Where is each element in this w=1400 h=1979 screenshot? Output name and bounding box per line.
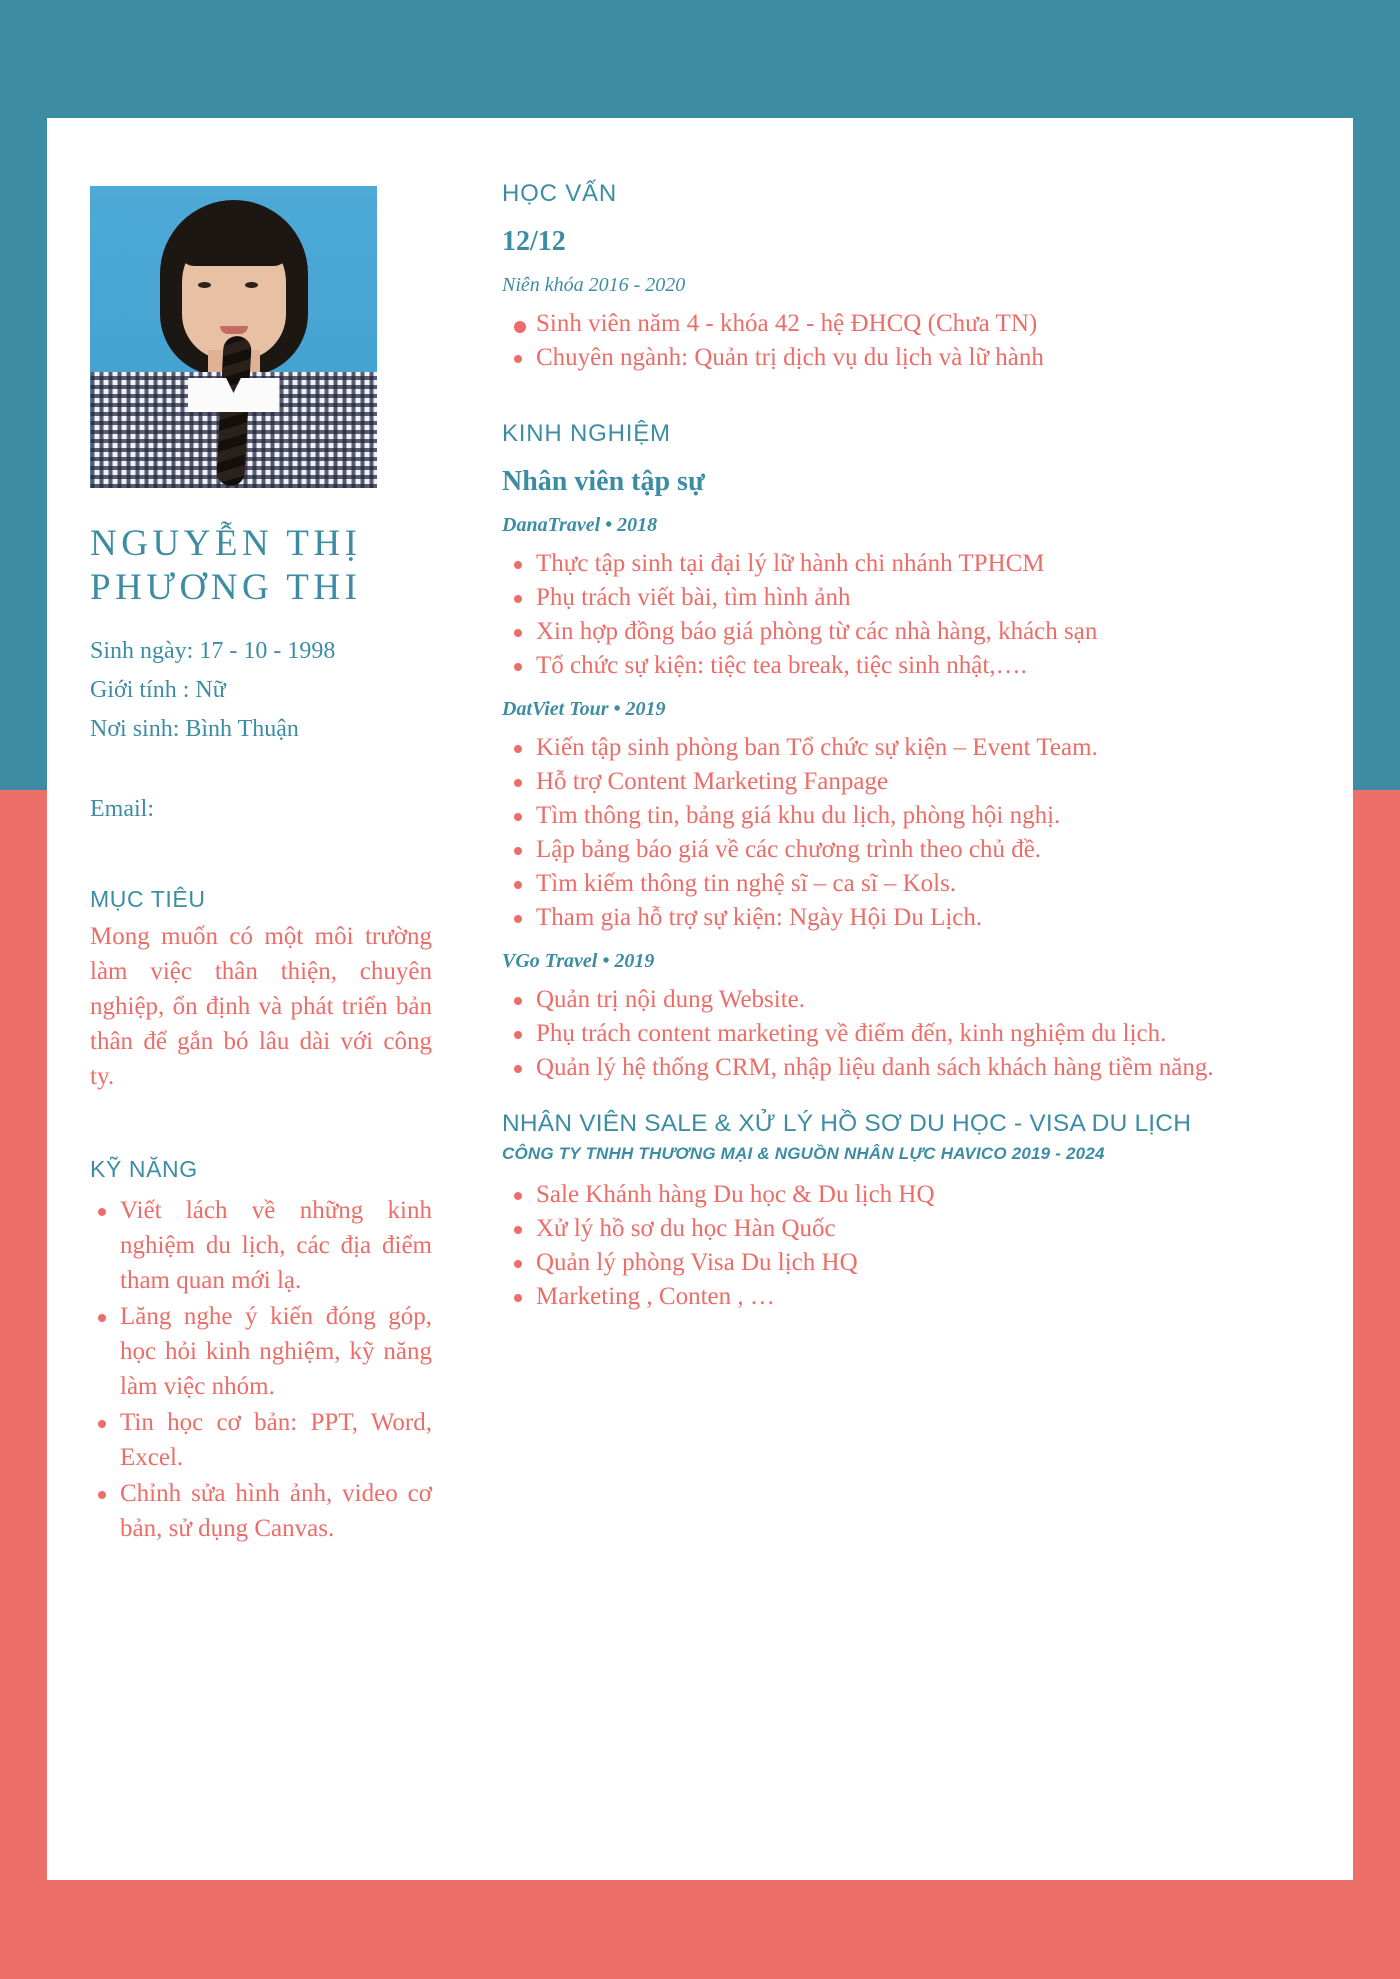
list-item: Xin hợp đồng báo giá phòng từ các nhà hàng, khách sạn — [502, 615, 1303, 648]
list-item: Kiến tập sinh phòng ban Tổ chức sự kiện – Event Team. — [502, 731, 1303, 764]
email-label: Email: — [90, 796, 154, 822]
photo-fringe — [178, 226, 290, 266]
experience-list-3 — [502, 983, 1303, 1084]
list-item: Tham gia hỗ trợ sự kiện: Ngày Hội Du Lịch. — [502, 901, 1303, 934]
list-item: Quản trị nội dung Website. — [502, 983, 1303, 1016]
list-item: Chuyên ngành: Quản trị dịch vụ du lịch và lữ hành — [502, 341, 1303, 374]
list-item: Phụ trách content marketing về điểm đến, kinh nghiệm du lịch. — [502, 1017, 1303, 1050]
sales-list — [502, 1178, 1303, 1313]
education-heading: HỌC VẤN — [502, 180, 617, 207]
list-item: Viết lách về những kinh nghiệm du lịch, các địa điểm tham quan mới lạ. — [90, 1193, 432, 1298]
experience-company-3: VGo Travel • 2019 — [502, 950, 655, 972]
list-item: Tin học cơ bản: PPT, Word, Excel. — [90, 1405, 432, 1475]
cv-right-column — [477, 118, 1353, 1880]
education-period: Niên khóa 2016 - 2020 — [502, 274, 686, 296]
experience-heading: KINH NGHIỆM — [502, 420, 671, 447]
list-item: Sinh viên năm 4 - khóa 42 - hệ ĐHCQ (Chưa TN) — [502, 307, 1303, 340]
experience-list-2 — [502, 731, 1303, 934]
photo-mouth — [220, 326, 248, 334]
list-item: Marketing , Conten , … — [502, 1280, 1303, 1313]
list-item: Phụ trách viết bài, tìm hình ảnh — [502, 581, 1303, 614]
list-item: Lập bảng báo giá về các chương trình theo chủ đề. — [502, 833, 1303, 866]
sales-company: CÔNG TY TNHH THƯƠNG MẠI & NGUỒN NHÂN LỰC HAVICO 2019 - 2024 — [502, 1144, 1105, 1163]
list-item: Xử lý hồ sơ du học Hàn Quốc — [502, 1212, 1303, 1245]
profile-photo — [90, 186, 377, 488]
sales-heading: NHÂN VIÊN SALE & XỬ LÝ HỒ SƠ DU HỌC - VISA DU LỊCH — [502, 1110, 1192, 1137]
skills-heading: KỸ NĂNG — [90, 1156, 198, 1182]
cv-sheet — [47, 118, 1353, 1880]
cv-left-column — [47, 118, 477, 1880]
list-item: Tổ chức sự kiện: tiệc tea break, tiệc sinh nhật,…. — [502, 649, 1303, 682]
list-item: Hỗ trợ Content Marketing Fanpage — [502, 765, 1303, 798]
birth-place: Nơi sinh: Bình Thuận — [90, 716, 299, 742]
skills-list — [90, 1193, 432, 1546]
page-title — [90, 522, 477, 610]
list-item: Tìm kiếm thông tin nghệ sĩ – ca sĩ – Kols. — [502, 867, 1303, 900]
experience-role: Nhân viên tập sự — [502, 466, 705, 497]
gender: Giới tính : Nữ — [90, 677, 226, 703]
list-item: Sale Khánh hàng Du học & Du lịch HQ — [502, 1178, 1303, 1211]
education-degree: 12/12 — [502, 226, 566, 257]
experience-company-2: DatViet Tour • 2019 — [502, 698, 666, 720]
experience-company-1: DanaTravel • 2018 — [502, 514, 658, 536]
list-item: Lăng nghe ý kiến đóng góp, học hỏi kinh nghiệm, kỹ năng làm việc nhóm. — [90, 1299, 432, 1404]
name-line-2: PHƯƠNG THI — [90, 567, 362, 608]
list-item: Thực tập sinh tại đại lý lữ hành chi nhánh TPHCM — [502, 547, 1303, 580]
name-line-1: NGUYỄN THỊ — [90, 523, 362, 564]
list-item: Chỉnh sửa hình ảnh, video cơ bản, sử dụng Canvas. — [90, 1476, 432, 1546]
list-item: Quản lý hệ thống CRM, nhập liệu danh sách khách hàng tiềm năng. — [502, 1051, 1303, 1084]
list-item: Tìm thông tin, bảng giá khu du lịch, phòng hội nghị. — [502, 799, 1303, 832]
education-list — [502, 307, 1303, 374]
birth-date: Sinh ngày: 17 - 10 - 1998 — [90, 638, 336, 664]
list-item: Quản lý phòng Visa Du lịch HQ — [502, 1246, 1303, 1279]
experience-list-1 — [502, 547, 1303, 682]
objective-text: Mong muốn có một môi trường làm việc thân thiện, chuyên nghiệp, ổn định và phát triển bản thân để gắn bó lâu dài với công ty. — [90, 923, 432, 1090]
photo-eye-right — [245, 282, 258, 288]
photo-eye-left — [198, 282, 211, 288]
objective-heading: MỤC TIÊU — [90, 886, 206, 912]
